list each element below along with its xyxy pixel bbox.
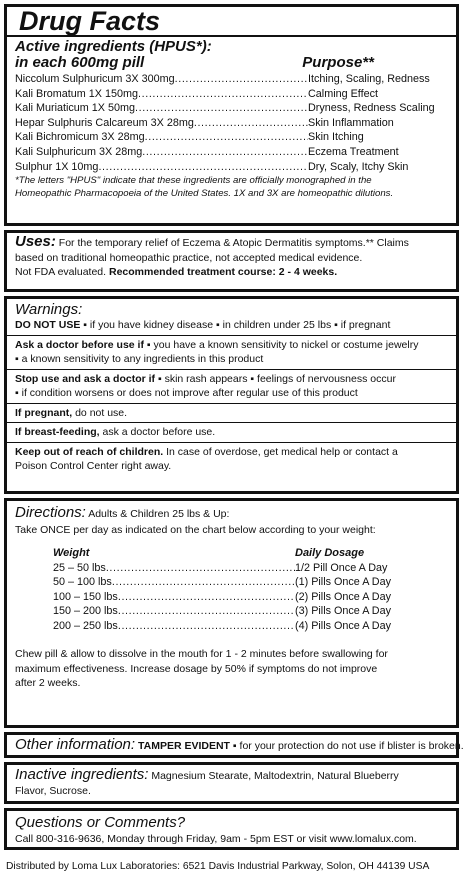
warnings-panel (4, 296, 459, 494)
ingredient-list (15, 72, 448, 174)
do-not-use-label: DO NOT USE (15, 319, 81, 331)
stop-use-text: ▪ skin rash appears ▪ feelings of nervousness occur (157, 372, 396, 385)
contact-text: Call 800-316-9636, Monday through Friday, 9am - 5pm EST or visit www.lomalux.com. (15, 833, 417, 845)
dosage-table (15, 546, 413, 634)
dosage-row: 100 – 150 lbs ..... (2) Pills Once A Day (53, 590, 413, 605)
ask-doctor-label: Ask a doctor before use if (15, 338, 144, 351)
hpus-footnote-2: Homeopathic Pharmacopoeia of the United States. 1X and 3X are homeopathic dilutions. (15, 187, 394, 199)
inactive-heading: Inactive ingredients: (15, 766, 149, 783)
stop-use-label: Stop use and ask a doctor if (15, 372, 156, 385)
warnings-heading: Warnings: (15, 301, 83, 318)
chew-text: Chew pill & allow to dissolve in the mouth for 1 - 2 minutes before swallowing for (15, 648, 388, 661)
tamper-text: ▪ for your protection do not use if blister is broken. (232, 740, 464, 752)
ingredient-row: Sulphur 1X 10mg ..... Dry, Scaly, Itchy Skin (15, 160, 448, 175)
other-info-heading: Other information: (15, 736, 136, 753)
breast-feeding-label: If breast-feeding, (15, 426, 100, 438)
distributor-line: Distributed by Loma Lux Laboratories: 6521 Davis Industrial Parkway, Solon, OH 44139 USA (6, 861, 430, 872)
fda-note: Not FDA evaluated. (15, 266, 107, 278)
chew-text-2: maximum effectiveness. Increase dosage by 50% if symptoms do not improve (15, 662, 378, 675)
weight-header: Weight (53, 546, 90, 559)
uses-panel (4, 230, 459, 292)
active-subheading: in each 600mg pill (15, 54, 145, 71)
hpus-footnote: *The letters "HPUS" indicate that these ingredients are officially monographed in the (15, 175, 372, 187)
ingredient-row: Kali Muriaticum 1X 50mg ..... Dryness, Redness Scaling (15, 101, 448, 116)
ingredient-row: Niccolum Sulphuricum 3X 300mg ..... Itching, Scaling, Redness (15, 72, 448, 87)
breast-feeding-text: ask a doctor before use. (102, 426, 216, 438)
questions-heading: Questions or Comments? (15, 814, 186, 831)
inactive-text: Magnesium Stearate, Maltodextrin, Natural Blueberry (151, 770, 399, 782)
directions-panel (4, 498, 459, 728)
stop-use-text-2: ▪ if condition worsens or does not improve after regular use of this product (15, 387, 358, 399)
questions-panel (4, 808, 459, 850)
ask-doctor-text: ▪ you have a known sensitivity to nickel or costume jewelry (146, 338, 419, 351)
chew-text-3: after 2 weeks. (15, 677, 81, 690)
active-ingredients-panel (4, 4, 459, 226)
keep-out-label: Keep out of reach of children. (15, 445, 164, 458)
tamper-label: TAMPER EVIDENT (137, 740, 230, 752)
inactive-text-2: Flavor, Sucrose. (15, 784, 91, 797)
do-not-use-text: ▪ if you have kidney disease ▪ in children under 25 lbs ▪ if pregnant (83, 319, 391, 331)
dosage-header: Daily Dosage (295, 546, 365, 559)
ask-doctor-text-2: ▪ a known sensitivity to any ingredients in this product (15, 353, 264, 365)
uses-text-2: based on traditional homeopathic practice, not accepted medical evidence. (15, 251, 363, 264)
uses-text: For the temporary relief of Eczema & Atopic Dermatitis symptoms.** Claims (58, 237, 409, 249)
dosage-row: 200 – 250 lbs ..... (4) Pills Once A Day (53, 619, 413, 634)
keep-out-text-2: Poison Control Center right away. (15, 460, 172, 472)
directions-heading: Directions: (15, 504, 86, 521)
active-heading: Active ingredients (HPUS*): (15, 38, 212, 55)
uses-heading: Uses: (15, 233, 56, 250)
inactive-panel (4, 762, 459, 804)
ingredient-row: Kali Sulphuricum 3X 28mg ..... Eczema Treatment (15, 145, 448, 160)
purpose-heading: Purpose** (302, 54, 374, 71)
directions-sub: Adults & Children 25 lbs & Up: (88, 508, 230, 520)
pregnant-text: do not use. (75, 406, 128, 419)
dosage-row: 150 – 200 lbs ..... (3) Pills Once A Day (53, 604, 413, 619)
treatment-course: Recommended treatment course: 2 - 4 weeks. (108, 266, 338, 278)
keep-out-text: In case of overdose, get medical help or contact a (166, 445, 398, 458)
dosage-row: 50 – 100 lbs ..... (1) Pills Once A Day (53, 575, 413, 590)
ingredient-row: Hepar Sulphuris Calcareum 3X 28mg ..... Skin Inflammation (15, 116, 448, 131)
dosage-row: 25 – 50 lbs ..... 1/2 Pill Once A Day (53, 561, 413, 576)
ingredient-row: Kali Bromatum 1X 150mg ..... Calming Effect (15, 87, 448, 102)
pregnant-label: If pregnant, (15, 406, 73, 419)
ingredient-row: Kali Bichromicum 3X 28mg ..... Skin Itching (15, 130, 448, 145)
other-info-panel (4, 732, 464, 758)
directions-text: Take ONCE per day as indicated on the chart below according to your weight: (15, 524, 376, 536)
page-title: Drug Facts (19, 6, 161, 36)
